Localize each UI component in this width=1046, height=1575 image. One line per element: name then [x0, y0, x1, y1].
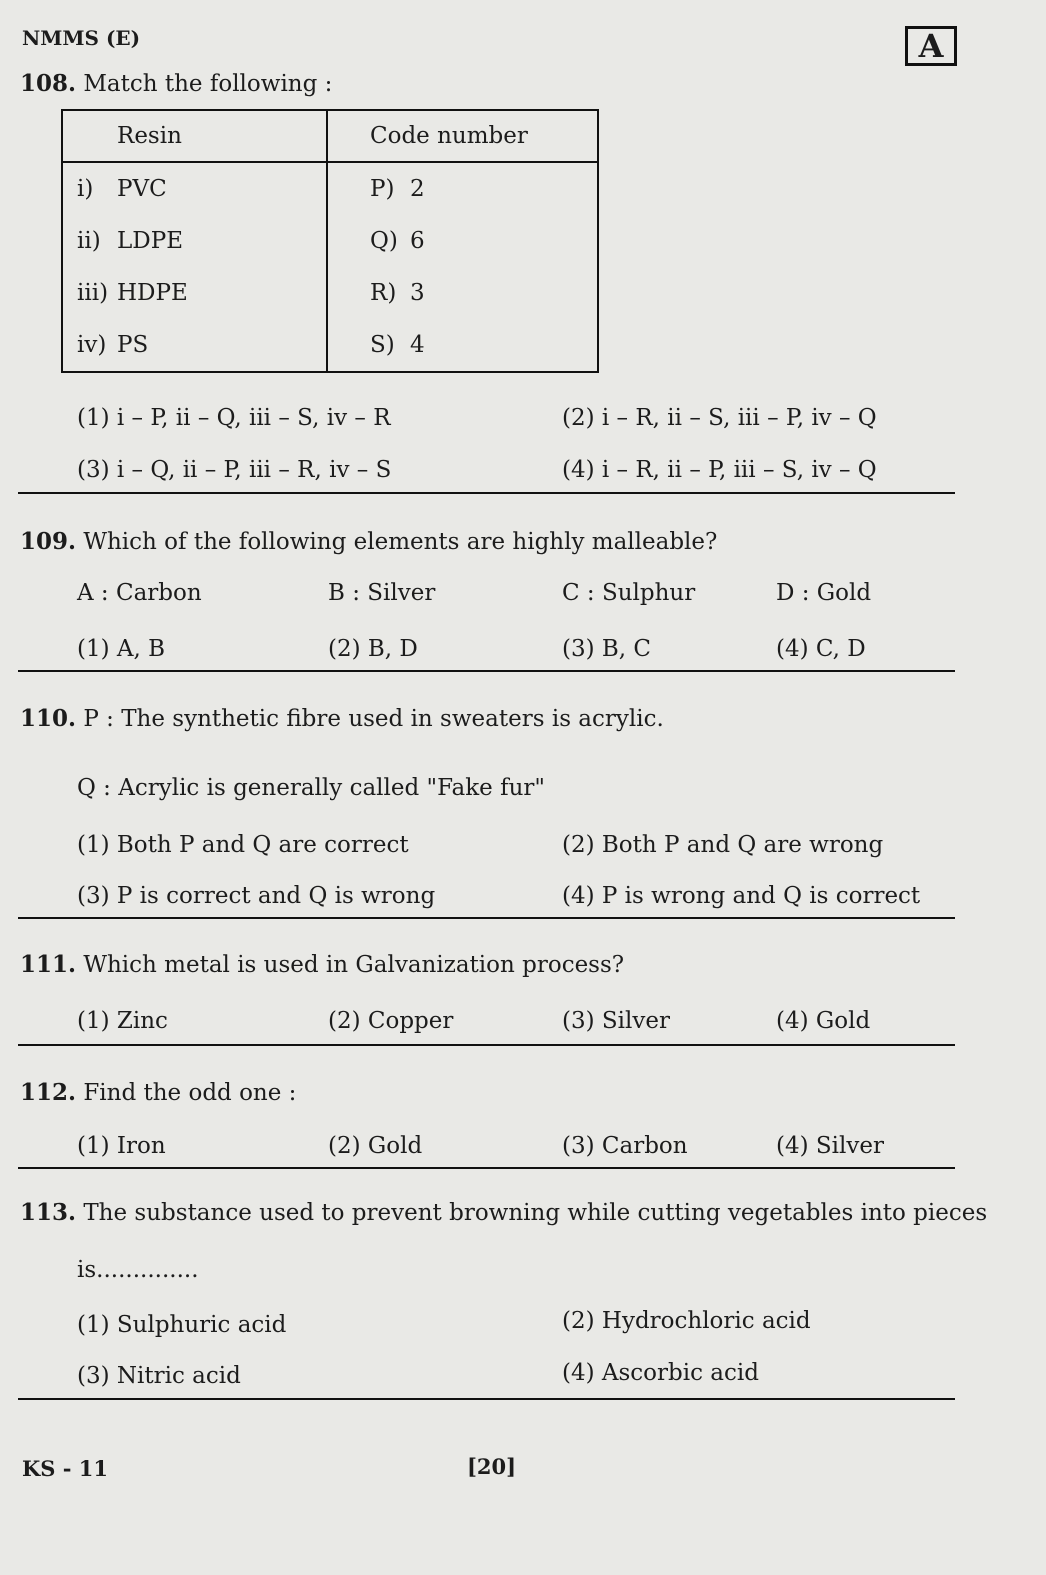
- table-row: [62, 319, 598, 372]
- option-3[interactable]: (3) Silver: [562, 1008, 670, 1034]
- question-number: 110.: [20, 705, 77, 732]
- question-109: [20, 528, 717, 555]
- option-3[interactable]: (3) B, C: [562, 636, 652, 662]
- question-110: [20, 705, 664, 732]
- match-table: [61, 109, 599, 373]
- resin-name: LDPE: [117, 228, 183, 254]
- table-row: [62, 267, 598, 319]
- option-1[interactable]: (1) Zinc: [77, 1008, 168, 1034]
- option-2[interactable]: (2) Gold: [328, 1133, 423, 1159]
- code-key: R): [370, 280, 397, 306]
- question-number: 113.: [20, 1199, 77, 1226]
- option-1[interactable]: (1) Both P and Q are correct: [77, 832, 409, 858]
- row-index: iv): [77, 332, 107, 358]
- question-112: [20, 1079, 296, 1106]
- exam-title: NMMS (E): [22, 26, 141, 50]
- question-text: Which metal is used in Galvanization process?: [83, 952, 625, 978]
- item-c: C : Sulphur: [562, 580, 696, 606]
- code-value: 3: [410, 280, 425, 306]
- code-value: 2: [410, 176, 425, 202]
- question-113: [20, 1199, 987, 1226]
- option-2[interactable]: (2) B, D: [328, 636, 418, 662]
- row-index: ii): [77, 228, 101, 254]
- option-4[interactable]: (4) i – R, ii – P, iii – S, iv – Q: [562, 457, 877, 483]
- question-number: 108.: [20, 70, 77, 97]
- option-1[interactable]: (1) Iron: [77, 1133, 166, 1159]
- code-key: S): [370, 332, 395, 358]
- question-111: [20, 951, 624, 978]
- question-text: The substance used to prevent browning while cutting vegetables into pieces: [83, 1200, 988, 1226]
- divider: [18, 670, 955, 672]
- question-108: [20, 70, 332, 97]
- code-value: 4: [410, 332, 425, 358]
- question-text-cont: is..............: [77, 1257, 199, 1283]
- resin-name: HDPE: [117, 280, 188, 306]
- row-index: i): [77, 176, 94, 202]
- option-3[interactable]: (3) Nitric acid: [77, 1363, 241, 1389]
- statement-p: P : The synthetic fibre used in sweaters is acrylic.: [83, 706, 664, 732]
- divider: [18, 1167, 955, 1169]
- divider: [18, 1398, 955, 1400]
- question-text: Match the following :: [83, 71, 333, 97]
- option-2[interactable]: (2) Copper: [328, 1008, 454, 1034]
- question-number: 112.: [20, 1079, 77, 1106]
- footer-code: KS - 11: [22, 1456, 108, 1481]
- option-3[interactable]: (3) i – Q, ii – P, iii – R, iv – S: [77, 457, 392, 483]
- question-text: Which of the following elements are highly malleable?: [83, 529, 718, 555]
- option-4[interactable]: (4) P is wrong and Q is correct: [562, 883, 921, 909]
- item-a: A : Carbon: [77, 580, 202, 606]
- option-4[interactable]: (4) C, D: [776, 636, 866, 662]
- column-header-resin: Resin: [62, 110, 327, 162]
- table-header: [62, 110, 598, 162]
- option-4[interactable]: (4) Ascorbic acid: [562, 1360, 759, 1386]
- question-number: 109.: [20, 528, 77, 555]
- divider: [18, 917, 955, 919]
- page-number: [20]: [467, 1454, 517, 1479]
- table-row: [62, 162, 598, 215]
- divider: [18, 492, 955, 494]
- question-text: Find the odd one :: [83, 1080, 297, 1106]
- option-4[interactable]: (4) Silver: [776, 1133, 884, 1159]
- resin-name: PS: [117, 332, 149, 358]
- code-key: P): [370, 176, 395, 202]
- option-1[interactable]: (1) Sulphuric acid: [77, 1312, 287, 1338]
- option-4[interactable]: (4) Gold: [776, 1008, 871, 1034]
- statement-q: Q : Acrylic is generally called "Fake fur": [77, 775, 545, 801]
- code-value: 6: [410, 228, 425, 254]
- option-3[interactable]: (3) P is correct and Q is wrong: [77, 883, 436, 909]
- option-2[interactable]: (2) Both P and Q are wrong: [562, 832, 884, 858]
- option-2[interactable]: (2) Hydrochloric acid: [562, 1308, 811, 1334]
- set-badge: A: [905, 26, 957, 66]
- item-d: D : Gold: [776, 580, 872, 606]
- option-3[interactable]: (3) Carbon: [562, 1133, 688, 1159]
- table-row: [62, 215, 598, 267]
- column-header-code: Code number: [327, 110, 598, 162]
- option-1[interactable]: (1) i – P, ii – Q, iii – S, iv – R: [77, 405, 391, 431]
- code-key: Q): [370, 228, 398, 254]
- option-1[interactable]: (1) A, B: [77, 636, 166, 662]
- option-2[interactable]: (2) i – R, ii – S, iii – P, iv – Q: [562, 405, 877, 431]
- resin-name: PVC: [117, 176, 167, 202]
- question-number: 111.: [20, 951, 77, 978]
- divider: [18, 1044, 955, 1046]
- row-index: iii): [77, 280, 109, 306]
- item-b: B : Silver: [328, 580, 436, 606]
